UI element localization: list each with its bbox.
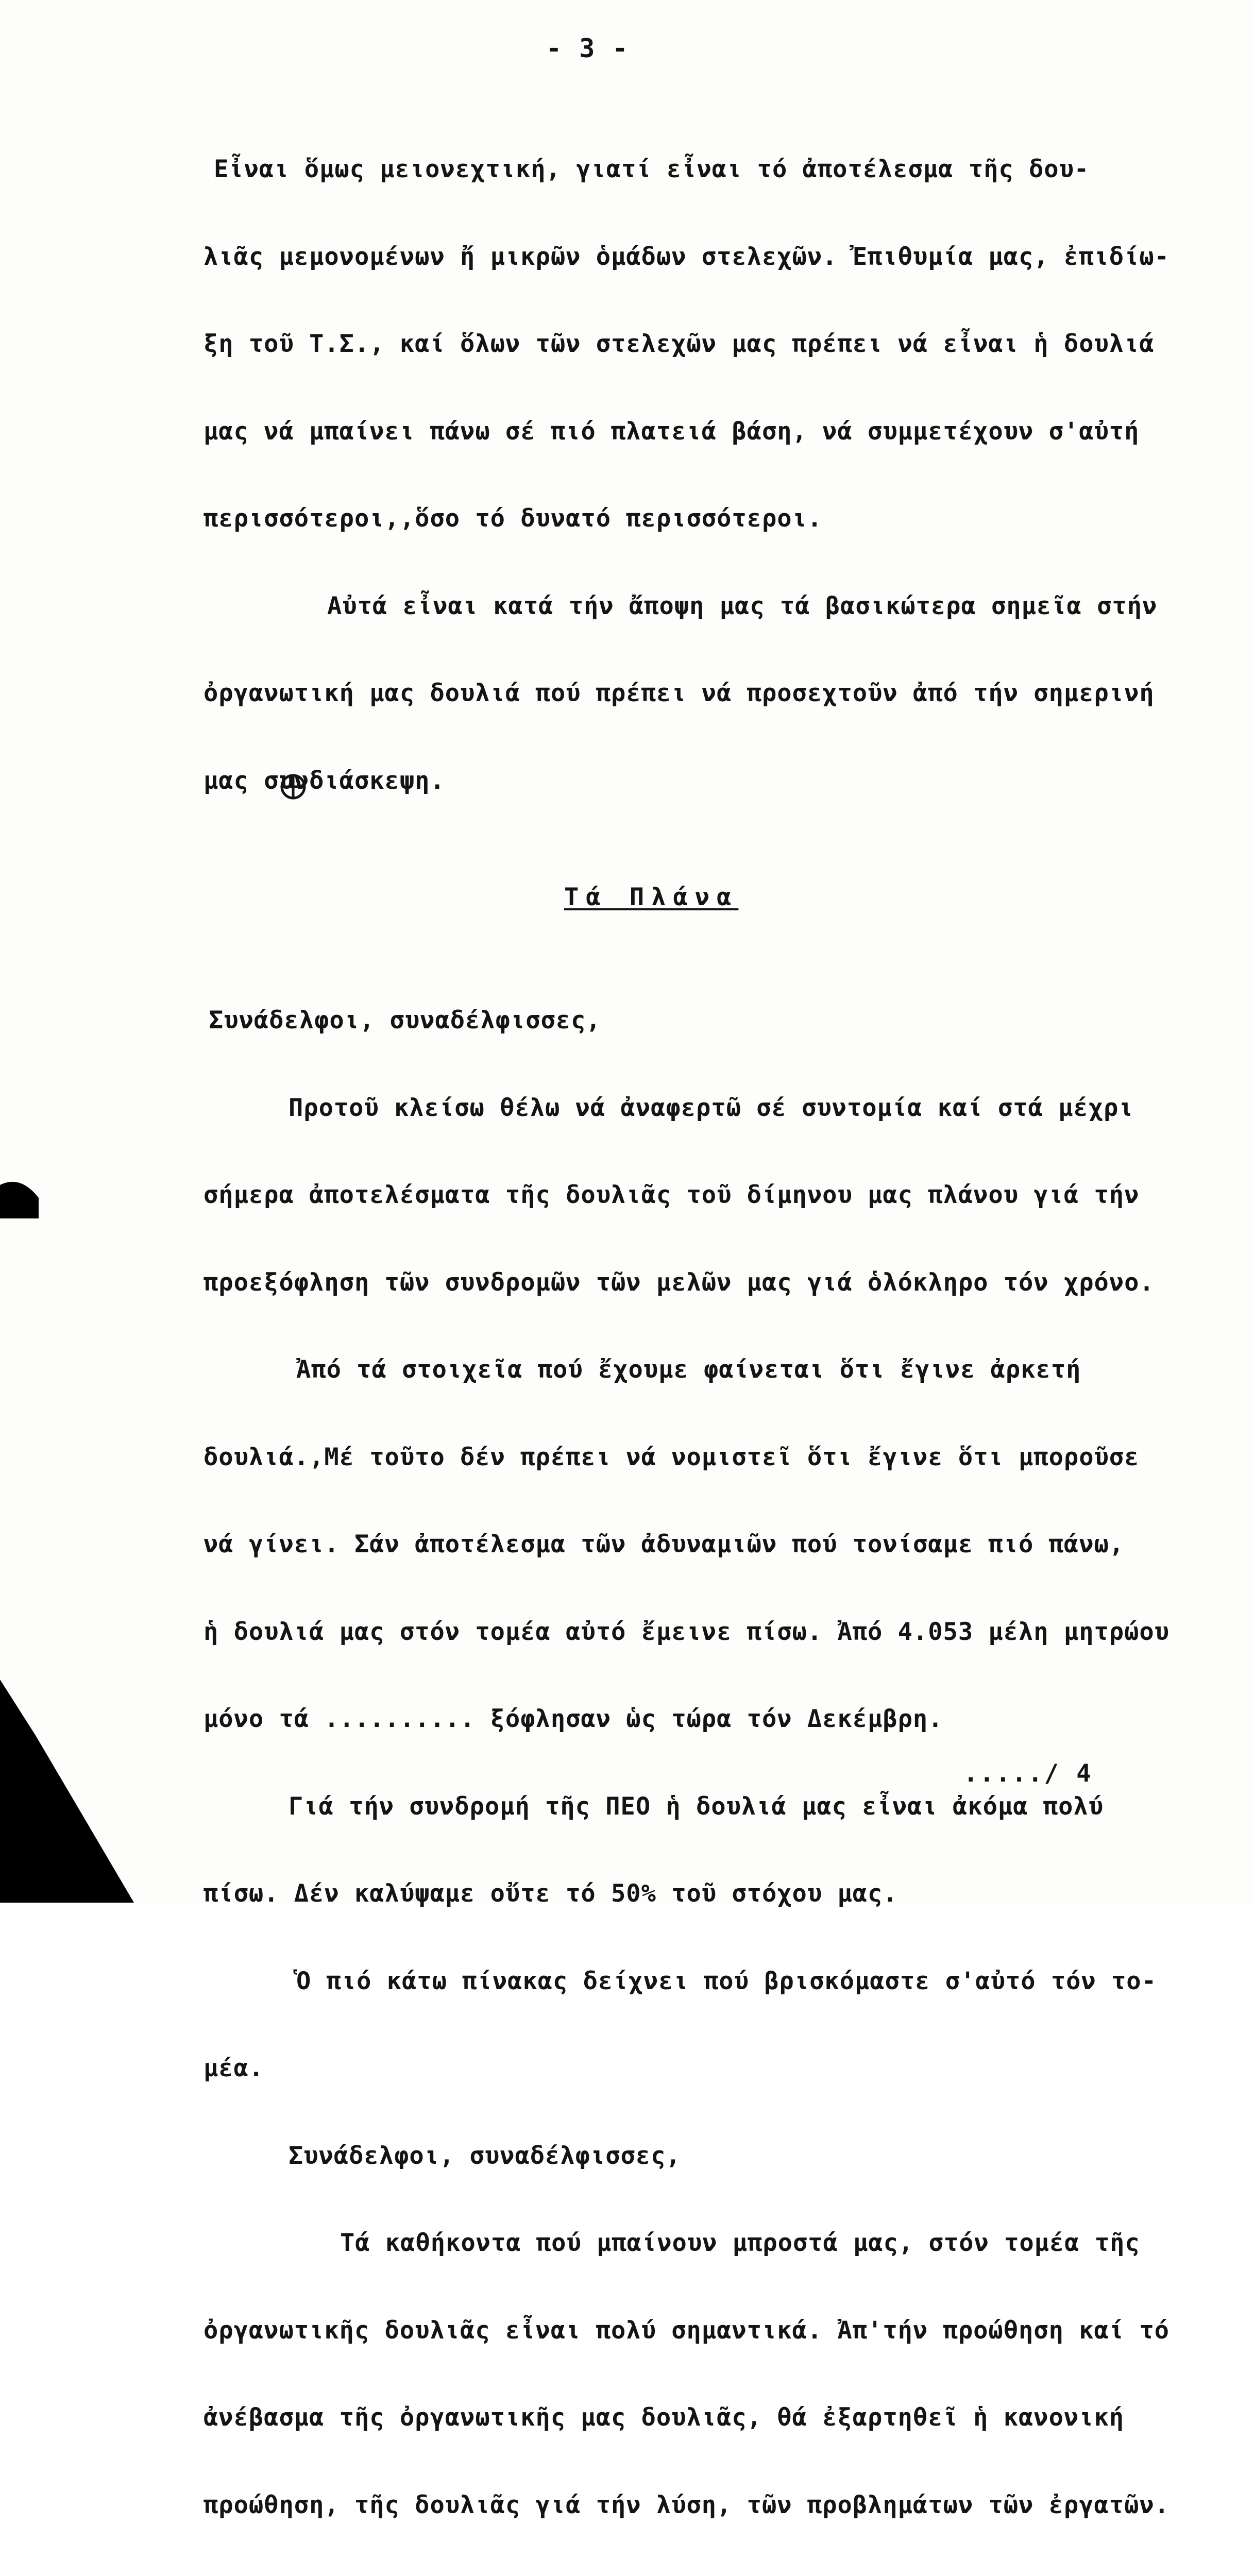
- text-line: Εἶναι ὅμως μειονεχτική, γιατί εἶναι τό ἀποτέλεσμα τῆς δου-: [214, 155, 1090, 183]
- handwritten-cross-circle-icon: [279, 773, 307, 801]
- text-line: μόνο τά .......... ξόφλησαν ὡς τώρα τόν Δεκέμβρη.: [204, 1705, 943, 1733]
- text-line: Ὁ πιό κάτω πίνακας δείχνει πού βρισκόμαστε σ'αὐτό τόν το-: [296, 1967, 1157, 1995]
- text-line: προώθηση, τῆς δουλιᾶς γιά τήν λύση, τῶν προβλημάτων τῶν ἐργατῶν.: [204, 2490, 1170, 2519]
- text-line: Αὐτά εἶναι κατά τήν ἄποψη μας τά βασικώτερα σημεῖα στήν: [327, 591, 1158, 620]
- document-body: [204, 97, 1239, 2576]
- page-edge-shadow: [0, 1680, 134, 1903]
- text-line: πίσω. Δέν καλύψαμε οὔτε τό 50% τοῦ στόχου μας.: [204, 1879, 898, 1908]
- hole-punch-shadow: [0, 1170, 57, 1221]
- page-number: - 3 -: [546, 33, 629, 63]
- text-line: προεξόφληση τῶν συνδρομῶν τῶν μελῶν μας γιά ὁλόκληρο τόν χρόνο.: [204, 1268, 1155, 1297]
- text-line: Συνάδελφοι, συναδέλφισσες,: [209, 1006, 601, 1035]
- text-line: Συνάδελφοι, συναδέλφισσες,: [289, 2141, 681, 2170]
- text-line: μέα.: [204, 2054, 264, 2082]
- text-line: ἡ δουλιά μας στόν τομέα αὐτό ἔμεινε πίσω. Ἀπό 4.053 μέλη μητρώου: [204, 1617, 1170, 1646]
- text-line: μας συνδιάσκεψη.: [204, 766, 445, 795]
- text-line: ὀργανωτική μας δουλιά πού πρέπει νά προσεχτοῦν ἀπό τήν σημερινή: [204, 679, 1155, 707]
- text-line: σήμερα ἀποτελέσματα τῆς δουλιᾶς τοῦ δίμηνου μας πλάνου γιά τήν: [204, 1181, 1140, 1209]
- text-line: ὀργανωτικῆς δουλιᾶς εἶναι πολύ σημαντικά. Ἀπ'τήν προώθηση καί τό: [204, 2316, 1170, 2345]
- text-line: μας νά μπαίνει πάνω σέ πιό πλατειά βάση, νά συμμετέχουν σ'αὐτή: [204, 417, 1140, 446]
- continuation-marker: ...../ 4: [963, 1759, 1093, 1788]
- text-line: νά γίνει. Σάν ἀποτέλεσμα τῶν ἀδυναμιῶν πού τονίσαμε πιό πάνω,: [204, 1530, 1125, 1558]
- text-line: Γιά τήν συνδρομή τῆς ΠΕΟ ἡ δουλιά μας εἶναι ἀκόμα πολύ: [289, 1792, 1104, 1821]
- text-line: ἀνέβασμα τῆς ὀργανωτικῆς μας δουλιᾶς, θά ἐξαρτηθεῖ ἡ κανονική: [204, 2403, 1125, 2432]
- section-heading: Τά Πλάνα: [564, 883, 739, 911]
- text-line: περισσότεροι,,ὅσο τό δυνατό περισσότεροι.: [204, 504, 823, 533]
- text-line: λιᾶς μεμονομένων ἤ μικρῶν ὁμάδων στελεχῶν. Ἐπιθυμία μας, ἐπιδίω-: [204, 242, 1170, 271]
- text-line: Ἀπό τά στοιχεῖα πού ἔχουμε φαίνεται ὅτι ἔγινε ἀρκετή: [296, 1355, 1081, 1384]
- text-line: δουλιά.,Μέ τοῦτο δέν πρέπει νά νομιστεῖ ὅτι ἔγινε ὅτι μποροῦσε: [204, 1443, 1140, 1471]
- text-line: Τά καθήκοντα πού μπαίνουν μπροστά μας, στόν τομέα τῆς: [340, 2229, 1140, 2257]
- text-line: Προτοῦ κλείσω θέλω νά ἀναφερτῶ σέ συντομία καί στά μέχρι: [289, 1093, 1134, 1122]
- text-line: ξη τοῦ Τ.Σ., καί ὅλων τῶν στελεχῶν μας πρέπει νά εἶναι ἡ δουλιά: [204, 330, 1155, 358]
